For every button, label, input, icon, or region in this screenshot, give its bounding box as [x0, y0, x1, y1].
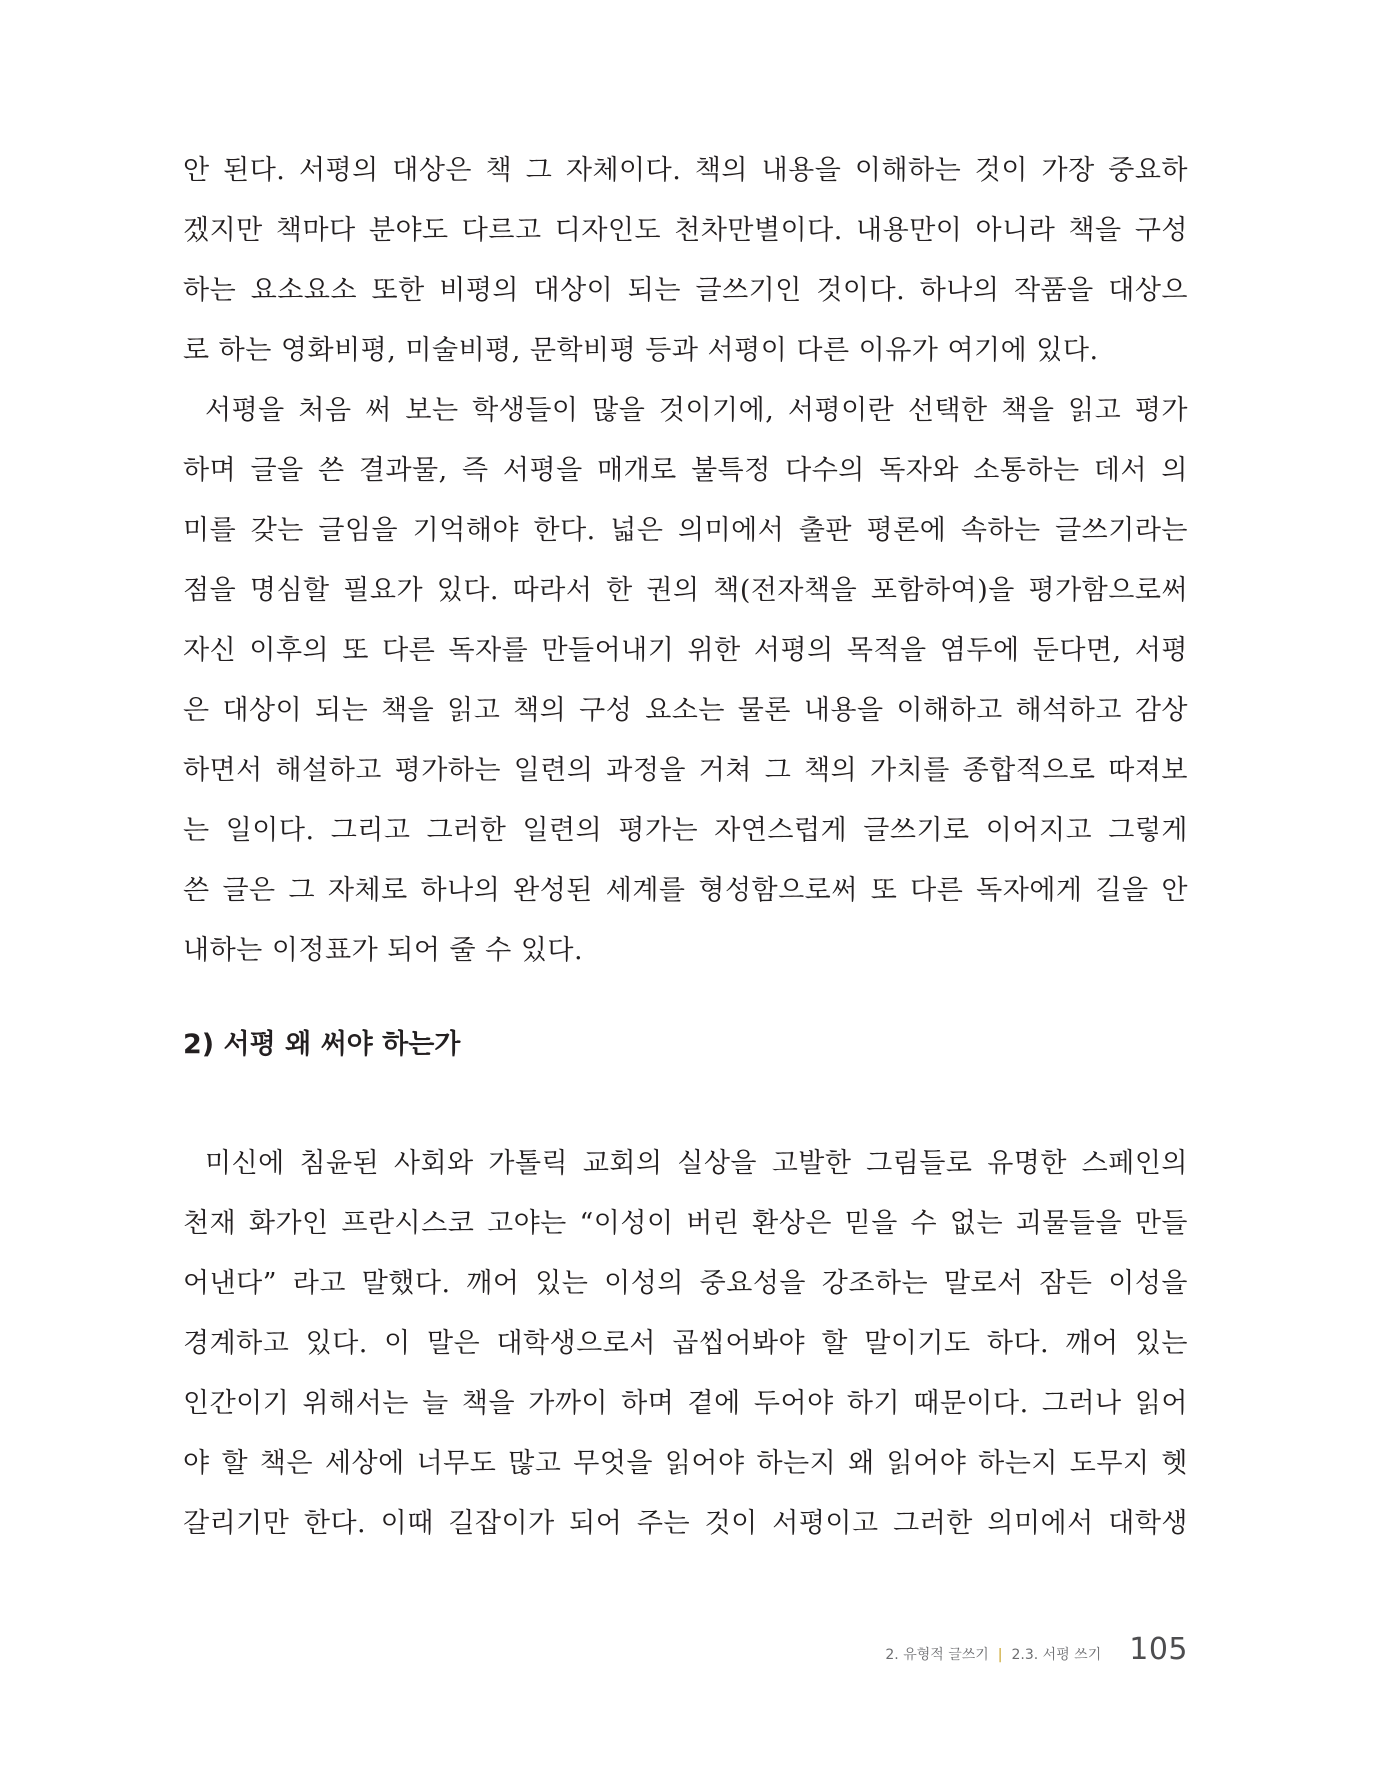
- text-line: 인간이기 위해서는 늘 책을 가까이 하며 곁에 두어야 하기 때문이다. 그러나 읽어: [183, 1388, 1188, 1419]
- text-line: 하면서 해설하고 평가하는 일련의 과정을 거쳐 그 책의 가치를 종합적으로 따져보: [183, 755, 1188, 786]
- text-line: 자신 이후의 또 다른 독자를 만들어내기 위한 서평의 목적을 염두에 둔다면, 서평: [183, 635, 1188, 666]
- text-line: 쓴 글은 그 자체로 하나의 완성된 세계를 형성함으로써 또 다른 독자에게 길을 안: [183, 875, 1188, 906]
- text-line: 미를 갖는 글임을 기억해야 한다. 넓은 의미에서 출판 평론에 속하는 글쓰기라는: [183, 515, 1188, 546]
- text-line: 야 할 책은 세상에 너무도 많고 무엇을 읽어야 하는지 왜 읽어야 하는지 도무지 헷: [183, 1448, 1188, 1479]
- text-line: 경계하고 있다. 이 말은 대학생으로서 곱씹어봐야 할 말이기도 하다. 깨어 있는: [183, 1328, 1188, 1359]
- text-line: 은 대상이 되는 책을 읽고 책의 구성 요소는 물론 내용을 이해하고 해석하고 감상: [183, 695, 1188, 726]
- section-heading: 2) 서평 왜 써야 하는가: [183, 1029, 461, 1060]
- text-line: 천재 화가인 프란시스코 고야는 “이성이 버린 환상은 믿을 수 없는 괴물들을 만들: [183, 1208, 1188, 1239]
- footer-chapter: 2. 유형적 글쓰기: [885, 1647, 989, 1663]
- text-line: 하는 요소요소 또한 비평의 대상이 되는 글쓰기인 것이다. 하나의 작품을 대상으: [183, 275, 1188, 306]
- text-line: 갈리기만 한다. 이때 길잡이가 되어 주는 것이 서평이고 그러한 의미에서 대학생: [183, 1508, 1188, 1539]
- footer-separator: |: [997, 1647, 1003, 1663]
- text-line: 점을 명심할 필요가 있다. 따라서 한 권의 책(전자책을 포함하여)을 평가함으로써: [183, 575, 1188, 606]
- text-line: 하며 글을 쓴 결과물, 즉 서평을 매개로 불특정 다수의 독자와 소통하는 데서 의: [183, 455, 1188, 486]
- text-line: 내하는 이정표가 되어 줄 수 있다.: [183, 935, 584, 966]
- body-text-block-1: [183, 141, 1188, 981]
- page-footer: [885, 1632, 1188, 1667]
- text-line: 서평을 처음 써 보는 학생들이 많을 것이기에, 서평이란 선택한 책을 읽고 평가: [205, 395, 1188, 426]
- text-line: 어낸다” 라고 말했다. 깨어 있는 이성의 중요성을 강조하는 말로서 잠든 이성을: [183, 1268, 1188, 1299]
- text-line: 는 일이다. 그리고 그러한 일련의 평가는 자연스럽게 글쓰기로 이어지고 그렇게: [183, 815, 1188, 846]
- text-line: 미신에 침윤된 사회와 가톨릭 교회의 실상을 고발한 그림들로 유명한 스페인의: [205, 1148, 1188, 1179]
- body-text-block-2: [183, 1134, 1188, 1554]
- text-line: 로 하는 영화비평, 미술비평, 문학비평 등과 서평이 다른 이유가 여기에 있다.: [183, 335, 1099, 366]
- text-line: 안 된다. 서평의 대상은 책 그 자체이다. 책의 내용을 이해하는 것이 가장 중요하: [183, 155, 1188, 186]
- footer-section: 2.3. 서평 쓰기: [1011, 1647, 1102, 1663]
- page-number: 105: [1129, 1632, 1188, 1667]
- text-line: 겠지만 책마다 분야도 다르고 디자인도 천차만별이다. 내용만이 아니라 책을 구성: [183, 215, 1188, 246]
